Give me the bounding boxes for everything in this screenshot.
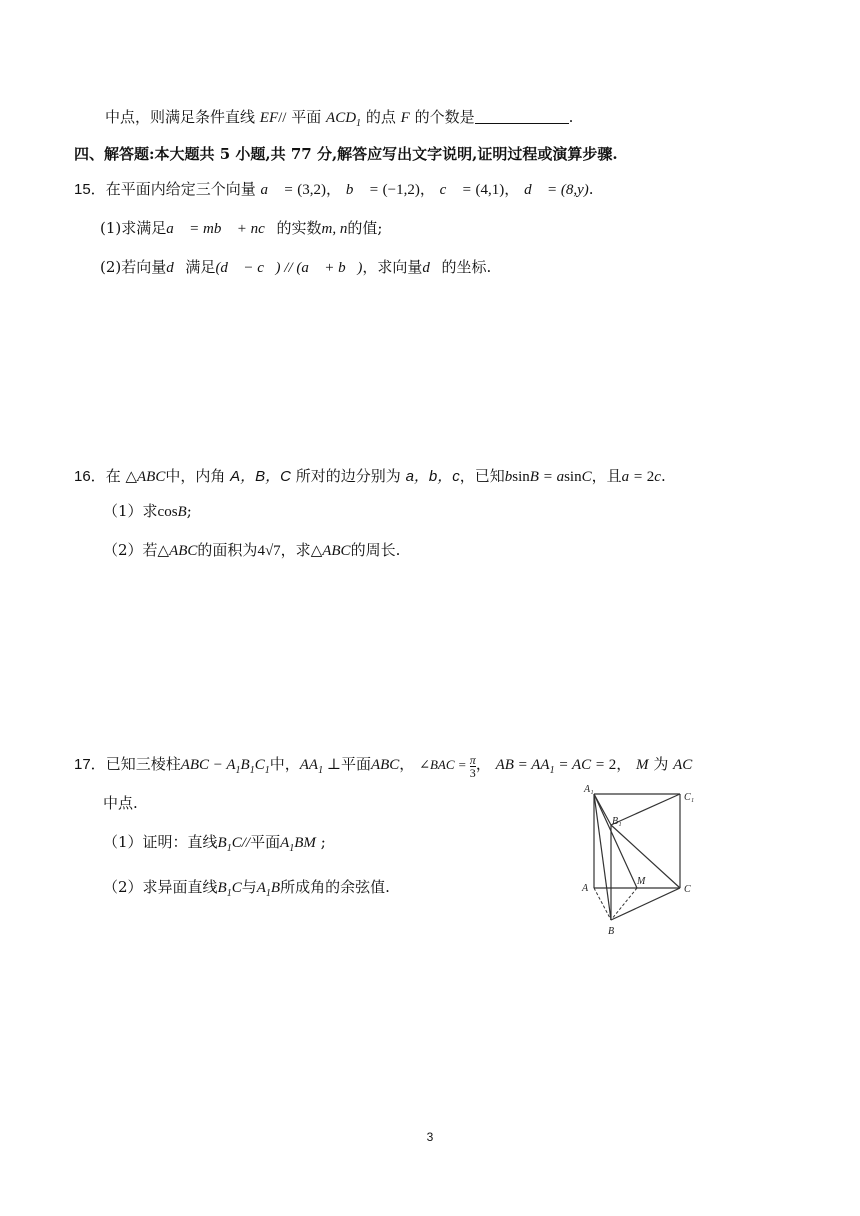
q14-parallel: // — [278, 110, 287, 126]
q16-area: 4√7 — [257, 543, 281, 559]
q16-part2-end: ，求 — [280, 541, 311, 559]
q15-vec-b-val: (−1,2) — [382, 182, 420, 198]
q14-end2: 的个数是 — [414, 108, 475, 126]
label-m: M — [637, 876, 646, 887]
label-a1: A₁ — [584, 784, 594, 795]
q16-stem-3: 所对的边分别为 — [295, 467, 401, 485]
q15-part1-eq: a⃗ = mb⃗ + nc⃗ — [166, 221, 277, 237]
q16-part1: （1）求cosB; — [103, 502, 192, 520]
section-heading: 四、解答题:本大题共 5 小题,共 77 分,解答应写出文字说明,证明过程或演算步骤. — [74, 145, 618, 163]
q15-vec-d-val: (8,y) — [560, 182, 589, 198]
q14-text: 中点，则满足条件直线 — [105, 108, 256, 126]
q17-part2-label: （2）求异面直线 — [103, 878, 218, 896]
q17-lengths: AB = $AA_1$ = AC = 2 — [495, 757, 617, 776]
q16-stem-5: ，且 — [591, 467, 622, 485]
q14-period: . — [568, 108, 574, 126]
q15-part1-mn: m, n — [321, 221, 348, 237]
q15-vec-d: d⃗ = (8,y) — [524, 182, 589, 198]
q15-vec-a: a⃗ = (3,2) — [260, 182, 327, 198]
q17-part1-plane: $A_1BM$ — [280, 835, 316, 854]
q16-part2 — [103, 539, 400, 562]
q14-end: 的点 — [365, 108, 396, 126]
q15-part2 — [100, 256, 491, 279]
q17-part1: （1）证明：直线$B_1C//$平面$A_1BM$ ; — [103, 833, 326, 854]
q16-stem-1: 在 — [105, 467, 121, 485]
q17-m: M — [636, 757, 649, 773]
label-c1: C₁ — [684, 792, 695, 803]
q16-part1-expr: cosB — [157, 504, 187, 520]
q16-condition2: a = 2c — [621, 469, 661, 485]
q17-part1-line: $B_1C//$ — [217, 835, 251, 854]
q17-number: 17． — [74, 756, 106, 773]
q14-math-ef: EF — [259, 110, 279, 126]
q15-part2-end2: 的坐标. — [441, 258, 492, 276]
edge-b1c — [611, 825, 680, 888]
edge-bc — [611, 888, 680, 920]
q14-math-acd1: $ACD_1$ — [326, 110, 362, 129]
q17-part2-b1c: $B_1C$ — [217, 880, 242, 899]
answer-blank — [475, 108, 569, 124]
label-b: B — [608, 926, 615, 937]
q15-vec-b: b⃗ = (−1,2) — [345, 182, 420, 198]
q15-part1 — [100, 217, 382, 240]
q17-abc: ABC — [370, 757, 400, 773]
q17-part2 — [103, 876, 390, 905]
q16-stem-4: ，已知 — [459, 467, 505, 485]
page-number: 3 — [426, 1130, 434, 1144]
q15-part2-d2: d⃗ — [422, 260, 442, 276]
q16-stem-2: 中，内角 — [165, 467, 226, 485]
q14-math-f: F — [400, 110, 410, 126]
q16-part2-tri: △ABC — [157, 543, 198, 559]
q14-tail-line — [105, 106, 573, 135]
q15-part2-mid: 满足 — [185, 258, 216, 276]
q16-part2-mid: 的面积为 — [197, 541, 258, 559]
q16-part2-end2: 的周长. — [350, 541, 401, 559]
q17-ac: AC — [673, 757, 693, 773]
q17-prism: ABC − $A_1B_1C_1$ — [180, 757, 270, 776]
q15-part2-d: d⃗ — [166, 260, 186, 276]
q17-stem-3: 平面 — [340, 755, 371, 773]
q16-part2-tri2: △ABC — [310, 543, 351, 559]
q15-number: 15． — [74, 181, 106, 198]
edge-mb-hidden — [611, 888, 637, 920]
label-b1: B₁ — [612, 816, 622, 827]
q15-part2-eq: (d⃗ − c⃗) // (a⃗ + b⃗) — [215, 260, 363, 276]
label-a: A — [582, 883, 589, 894]
q16-number: 16． — [74, 468, 106, 485]
q16-part2-label: （2）若 — [103, 541, 158, 559]
q17-part1-mid: 平面 — [250, 833, 281, 851]
q17-part2-a1b: $A_1B$ — [256, 880, 281, 899]
q16-condition: bsinB = asinC — [504, 469, 592, 485]
q16-abc-sides: a，b，c — [405, 468, 460, 485]
q15-vec-c: c⃗ = (4,1) — [439, 182, 505, 198]
q15-stem-text: 在平面内给定三个向量 — [105, 180, 256, 198]
q17-aa1: $AA_1$ ⊥ — [299, 757, 341, 776]
q16-triangle: △ABC — [125, 469, 166, 485]
q17-stem: 17．已知三棱柱ABC − $A_1B_1C_1$中，$AA_1$ ⊥平面ABC， ∠BAC = $\frac{\pi}{3}$ ， AB = $AA_1$ = AC = 2， M 为 AC — [74, 752, 693, 780]
q15-vec-a-val: (3,2) — [297, 182, 327, 198]
q16-part1-label: （1）求 — [103, 502, 158, 520]
q17-stem-4: 为 — [653, 755, 669, 773]
prism-figure — [578, 780, 708, 940]
q17-part2-mid: 与 — [241, 878, 257, 896]
q17-part2-end: 所成角的余弦值. — [280, 878, 390, 896]
label-c: C — [684, 884, 691, 895]
q15-part1-end: 的值; — [347, 219, 383, 237]
q16-abc-angles: A，B，C — [230, 468, 291, 485]
q17-line2: 中点. — [103, 794, 138, 812]
q15-part2-label: (2)若向量 — [100, 258, 167, 276]
q15-part2-end: ，求向量 — [362, 258, 423, 276]
q15-stem: 15．在平面内给定三个向量 a⃗ = (3,2)， b⃗ = (−1,2)， c⃗ = (4,1)， d⃗ = (8,y). — [74, 180, 594, 198]
q15-part1-label: (1)求满足 — [100, 219, 167, 237]
q17-part1-label: （1）证明：直线 — [103, 833, 218, 851]
q17-stem-1: 已知三棱柱 — [105, 755, 181, 773]
q15-part1-suffix: 的实数 — [276, 219, 322, 237]
q17-angle: ∠BAC = $\frac{\pi}{3}$ — [419, 752, 476, 780]
q14-mid: 平面 — [291, 108, 322, 126]
q16-stem: 16．在 △ABC中，内角 A，B，C 所对的边分别为 a，b，c，已知bsinB = asinC，且a = 2c. — [74, 467, 666, 485]
q15-vec-c-val: (4,1) — [475, 182, 505, 198]
q17-stem-2: 中， — [269, 755, 300, 773]
